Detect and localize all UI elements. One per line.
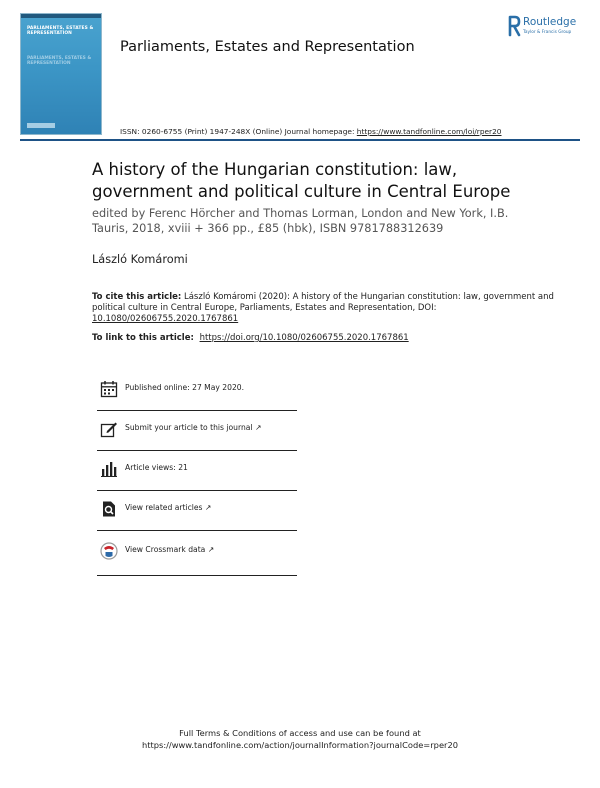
footer (0, 727, 600, 751)
routledge-name: Routledge (523, 16, 577, 28)
crossmark-link[interactable] (125, 545, 214, 554)
journal-name: Parliaments, Estates and Representation (120, 39, 415, 55)
published-date: Published online: 27 May 2020. (125, 383, 245, 392)
cover-title: PARLIAMENTS, ESTATES & REPRESENTATION (27, 26, 94, 37)
external-link-icon: ↗ (207, 545, 215, 554)
published-row (97, 373, 297, 409)
journal-homepage-link[interactable]: https://www.tandfonline.com/loi/rper20 (356, 127, 502, 136)
edit-icon (100, 420, 118, 438)
bar-chart-icon (100, 460, 118, 478)
divider (97, 575, 297, 576)
article-views: Article views: 21 (125, 463, 188, 472)
cover-top-bar (21, 14, 101, 18)
crossmark-label: View Crossmark data (125, 545, 206, 554)
calendar-icon (100, 380, 118, 398)
crossmark-row[interactable] (97, 535, 297, 571)
submit-article-row[interactable] (97, 413, 297, 449)
issn-text: ISSN: 0260-6755 (Print) 1947-248X (Online) Journal homepage: (120, 127, 357, 136)
related-articles-icon (100, 500, 118, 518)
citation-label: To cite this article: (92, 292, 182, 302)
footer-terms-text: Full Terms & Conditions of access and use can be found at (179, 728, 421, 738)
external-link-icon: ↗ (254, 423, 262, 432)
citation (92, 292, 562, 325)
journal-cover (20, 13, 102, 135)
article-title: A history of the Hungarian constitution: law, government and political culture in Central Europe (92, 160, 511, 201)
divider (97, 530, 297, 531)
article-subtitle: edited by Ferenc Hörcher and Thomas Lorman, London and New York, I.B. Tauris, 2018, xviii + 366 pp., £85 (hbk), ISBN 9781788312639 (92, 207, 509, 235)
divider (97, 450, 297, 451)
article-views-row (97, 453, 297, 489)
related-articles-link[interactable] (125, 503, 211, 512)
cover-publisher-mark (27, 123, 55, 128)
related-articles-label: View related articles (125, 503, 203, 512)
routledge-logo[interactable] (508, 14, 590, 48)
divider (97, 410, 297, 411)
citation-text: László Komáromi (2020): A history of the Hungarian constitution: law, government and political culture in Central Europe, Parliaments, Estates and Representation, DOI: (92, 292, 554, 313)
header-rule (20, 139, 580, 141)
article-link-line (92, 333, 409, 343)
routledge-logo-icon (508, 15, 521, 37)
cover-subtitle: PARLIAMENTS, ESTATES & REPRESENTATION (27, 56, 92, 67)
crossmark-icon (100, 542, 118, 560)
citation-doi-link[interactable]: 10.1080/02606755.2020.1767861 (92, 314, 239, 324)
external-link-icon: ↗ (204, 503, 212, 512)
issn-line (120, 127, 502, 136)
submit-article-label: Submit your article to this journal (125, 423, 253, 432)
submit-article-link[interactable] (125, 423, 261, 432)
article-author: László Komáromi (92, 253, 188, 266)
article-link-label: To link to this article: (92, 333, 197, 343)
related-articles-row[interactable] (97, 493, 297, 529)
footer-terms-link[interactable]: https://www.tandfonline.com/action/journalInformation?journalCode=rper20 (141, 740, 459, 750)
article-doi-link[interactable]: https://doi.org/10.1080/02606755.2020.1767861 (199, 333, 409, 343)
divider (97, 490, 297, 491)
routledge-tagline: Taylor & Francis Group (523, 30, 572, 35)
